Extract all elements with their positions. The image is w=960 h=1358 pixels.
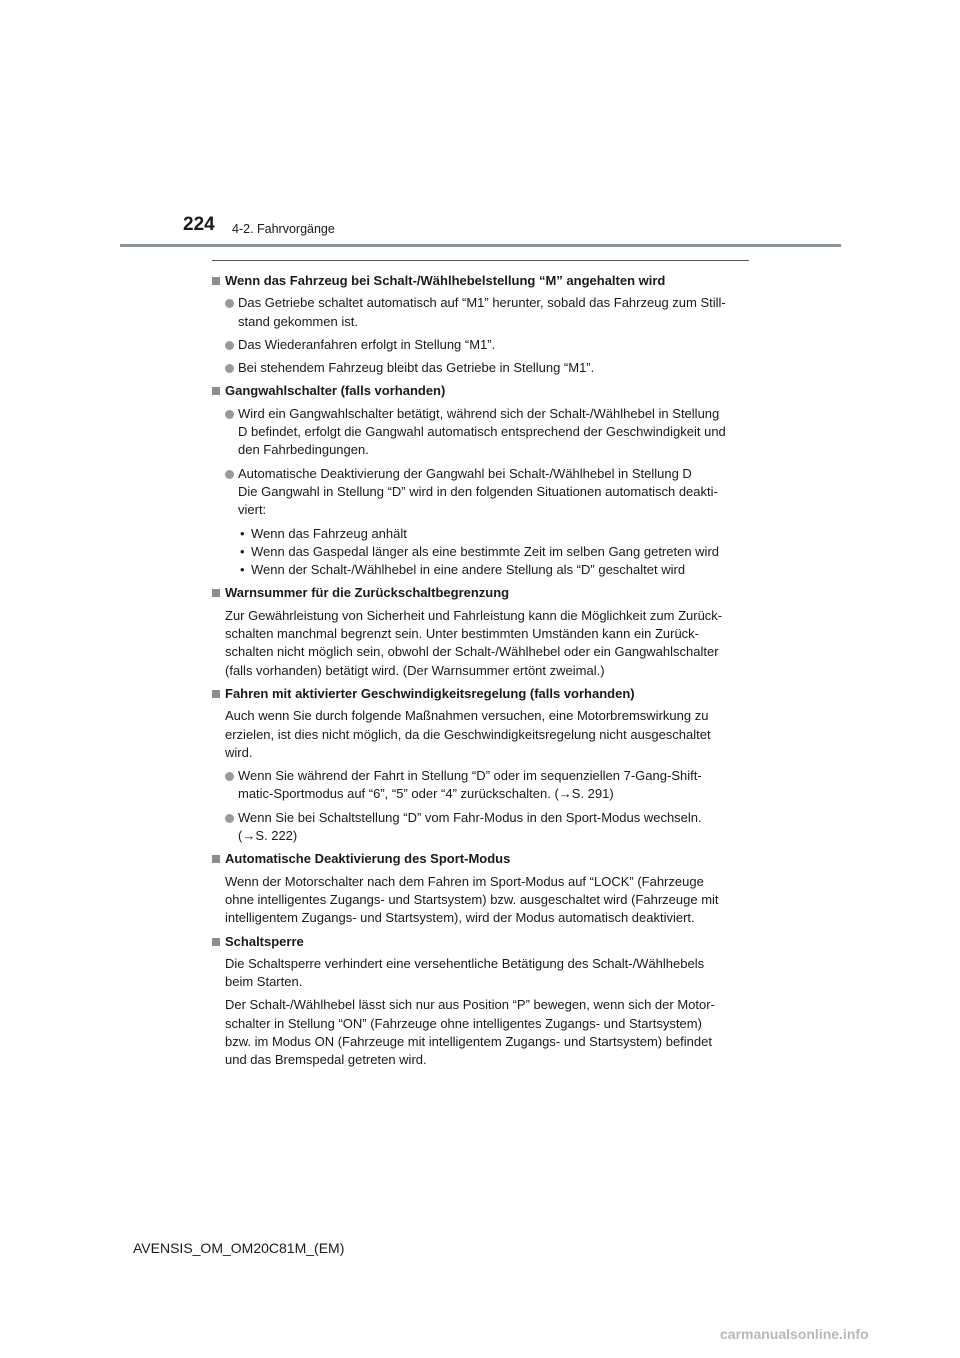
bullet-item bbox=[212, 336, 749, 354]
text-line: schalten manchmal begrenzt sein. Unter bestimmten Umständen kann ein Zurück- bbox=[225, 626, 699, 642]
text-line: Wenn das Gaspedal länger als eine bestimmte Zeit im selben Gang getreten wird bbox=[251, 543, 720, 559]
header-rule bbox=[120, 244, 841, 247]
round-bullet-icon bbox=[225, 470, 234, 479]
text-line: Automatische Deaktivierung der Gangwahl bei Schalt-/Wählhebel in Stellung D bbox=[238, 465, 692, 481]
text-line: Auch wenn Sie durch folgende Maßnahmen versuchen, eine Motorbremswirkung zu bbox=[225, 708, 709, 724]
page-reference-link[interactable]: (→S. 222) bbox=[238, 828, 298, 844]
text-line: viert: bbox=[238, 502, 267, 518]
text-line: Die Schaltsperre verhindert eine versehentliche Betätigung des Schalt-/Wählhebels bbox=[225, 955, 705, 971]
section-heading bbox=[212, 933, 749, 951]
section-heading bbox=[212, 584, 749, 602]
text-line: Wird ein Gangwahlschalter betätigt, während sich der Schalt-/Wählhebel in Stellung bbox=[238, 405, 720, 421]
round-bullet-icon bbox=[225, 410, 234, 419]
dot-marker-icon: • bbox=[240, 562, 245, 578]
heading-text: Fahren mit aktivierter Geschwindigkeitsregelung (falls vorhanden) bbox=[225, 685, 635, 701]
section-heading bbox=[212, 685, 749, 703]
square-bullet-icon bbox=[212, 855, 220, 863]
text-line: beim Starten. bbox=[225, 974, 303, 990]
bullet-item bbox=[212, 809, 749, 846]
text-line: Bei stehendem Fahrzeug bleibt das Getriebe in Stellung “M1”. bbox=[238, 360, 595, 376]
text-line: Wenn der Schalt-/Wählhebel in eine andere Stellung als “D” geschaltet wird bbox=[251, 562, 686, 578]
paragraph bbox=[212, 873, 749, 928]
round-bullet-icon bbox=[225, 364, 234, 373]
bullet-item bbox=[212, 465, 749, 520]
text-line: Wenn Sie bei Schaltstellung “D” vom Fahr-Modus in den Sport-Modus wechseln. bbox=[238, 809, 702, 825]
section-heading bbox=[212, 272, 749, 290]
section-title: 4-2. Fahrvorgänge bbox=[232, 222, 335, 236]
round-bullet-icon bbox=[225, 299, 234, 308]
section-heading bbox=[212, 850, 749, 868]
paragraph bbox=[212, 955, 749, 992]
text-line: Wenn Sie während der Fahrt in Stellung “D” oder im sequenziellen 7-Gang-Shift- bbox=[238, 768, 702, 784]
document-code: AVENSIS_OM_OM20C81M_(EM) bbox=[133, 1240, 345, 1256]
page-number: 224 bbox=[183, 214, 215, 235]
text-line: ohne intelligentes Zugangs- und Startsystem) bzw. ausgeschaltet wird (Fahrzeuge mit bbox=[225, 891, 719, 907]
content-rule bbox=[212, 260, 749, 261]
text-line: Das Wiederanfahren erfolgt in Stellung “M1”. bbox=[238, 336, 496, 352]
page-content bbox=[212, 268, 749, 1075]
square-bullet-icon bbox=[212, 690, 220, 698]
sub-list-item bbox=[225, 543, 749, 561]
paragraph bbox=[212, 996, 749, 1069]
text-line: wird. bbox=[225, 744, 253, 760]
heading-text: Schaltsperre bbox=[225, 933, 304, 949]
text-line: bzw. im Modus ON (Fahrzeuge mit intelligentem Zugangs- und Startsystem) befindet bbox=[225, 1033, 712, 1049]
heading-text: Gangwahlschalter (falls vorhanden) bbox=[225, 383, 446, 399]
sub-list-item bbox=[225, 525, 749, 543]
round-bullet-icon bbox=[225, 772, 234, 781]
section-heading bbox=[212, 382, 749, 400]
bullet-item bbox=[212, 294, 749, 331]
text-line: D befindet, erfolgt die Gangwahl automatisch entsprechend der Geschwindigkeit und bbox=[238, 424, 726, 440]
text-line: Die Gangwahl in Stellung “D” wird in den folgenden Situationen automatisch deakti- bbox=[238, 483, 718, 499]
text-line: und das Bremspedal getreten wird. bbox=[225, 1052, 427, 1068]
heading-text: Warnsummer für die Zurückschaltbegrenzung bbox=[225, 585, 510, 601]
paragraph bbox=[212, 707, 749, 762]
bullet-item bbox=[212, 359, 749, 377]
text-line: (falls vorhanden) betätigt wird. (Der Warnsummer ertönt zweimal.) bbox=[225, 662, 605, 678]
heading-text: Wenn das Fahrzeug bei Schalt-/Wählhebelstellung “M” angehalten wird bbox=[225, 273, 666, 288]
square-bullet-icon bbox=[212, 277, 220, 285]
text-line: intelligentem Zugangs- und Startsystem), wird der Modus automatisch deaktiviert. bbox=[225, 910, 695, 926]
square-bullet-icon bbox=[212, 938, 220, 946]
paragraph bbox=[212, 607, 749, 680]
round-bullet-icon bbox=[225, 341, 234, 350]
sub-list bbox=[212, 525, 749, 580]
text-line: den Fahrbedingungen. bbox=[238, 442, 369, 458]
sub-list-item bbox=[225, 561, 749, 579]
dot-marker-icon: • bbox=[240, 525, 245, 541]
bullet-item bbox=[212, 767, 749, 804]
text-line: Der Schalt-/Wählhebel lässt sich nur aus Position “P” bewegen, wenn sich der Motor- bbox=[225, 997, 715, 1013]
text-line: Das Getriebe schaltet automatisch auf “M1” herunter, sobald das Fahrzeug zum Still- bbox=[238, 295, 726, 311]
round-bullet-icon bbox=[225, 814, 234, 823]
watermark: carmanualsonline.info bbox=[720, 1326, 869, 1342]
square-bullet-icon bbox=[212, 387, 220, 395]
text-line: stand gekommen ist. bbox=[238, 313, 358, 329]
heading-text: Automatische Deaktivierung des Sport-Modus bbox=[225, 851, 511, 867]
text-line: Wenn das Fahrzeug anhält bbox=[251, 525, 407, 541]
page-reference-link[interactable]: matic-Sportmodus auf “6”, “5” oder “4” zurückschalten. (→S. 291) bbox=[238, 786, 614, 802]
dot-marker-icon: • bbox=[240, 543, 245, 559]
bullet-item bbox=[212, 405, 749, 460]
text-line: Wenn der Motorschalter nach dem Fahren im Sport-Modus auf “LOCK” (Fahrzeuge bbox=[225, 873, 704, 889]
text-line: schalten nicht möglich sein, obwohl der Schalt-/Wählhebel oder ein Gangwahlschalter bbox=[225, 644, 719, 660]
text-line: erzielen, ist dies nicht möglich, da die Geschwindigkeitsregelung nicht ausgeschaltet bbox=[225, 726, 711, 742]
text-line: schalter in Stellung “ON” (Fahrzeuge ohne intelligentes Zugangs- und Startsystem) bbox=[225, 1015, 702, 1031]
text-line: Zur Gewährleistung von Sicherheit und Fahrleistung kann die Möglichkeit zum Zurück- bbox=[225, 607, 723, 623]
square-bullet-icon bbox=[212, 589, 220, 597]
